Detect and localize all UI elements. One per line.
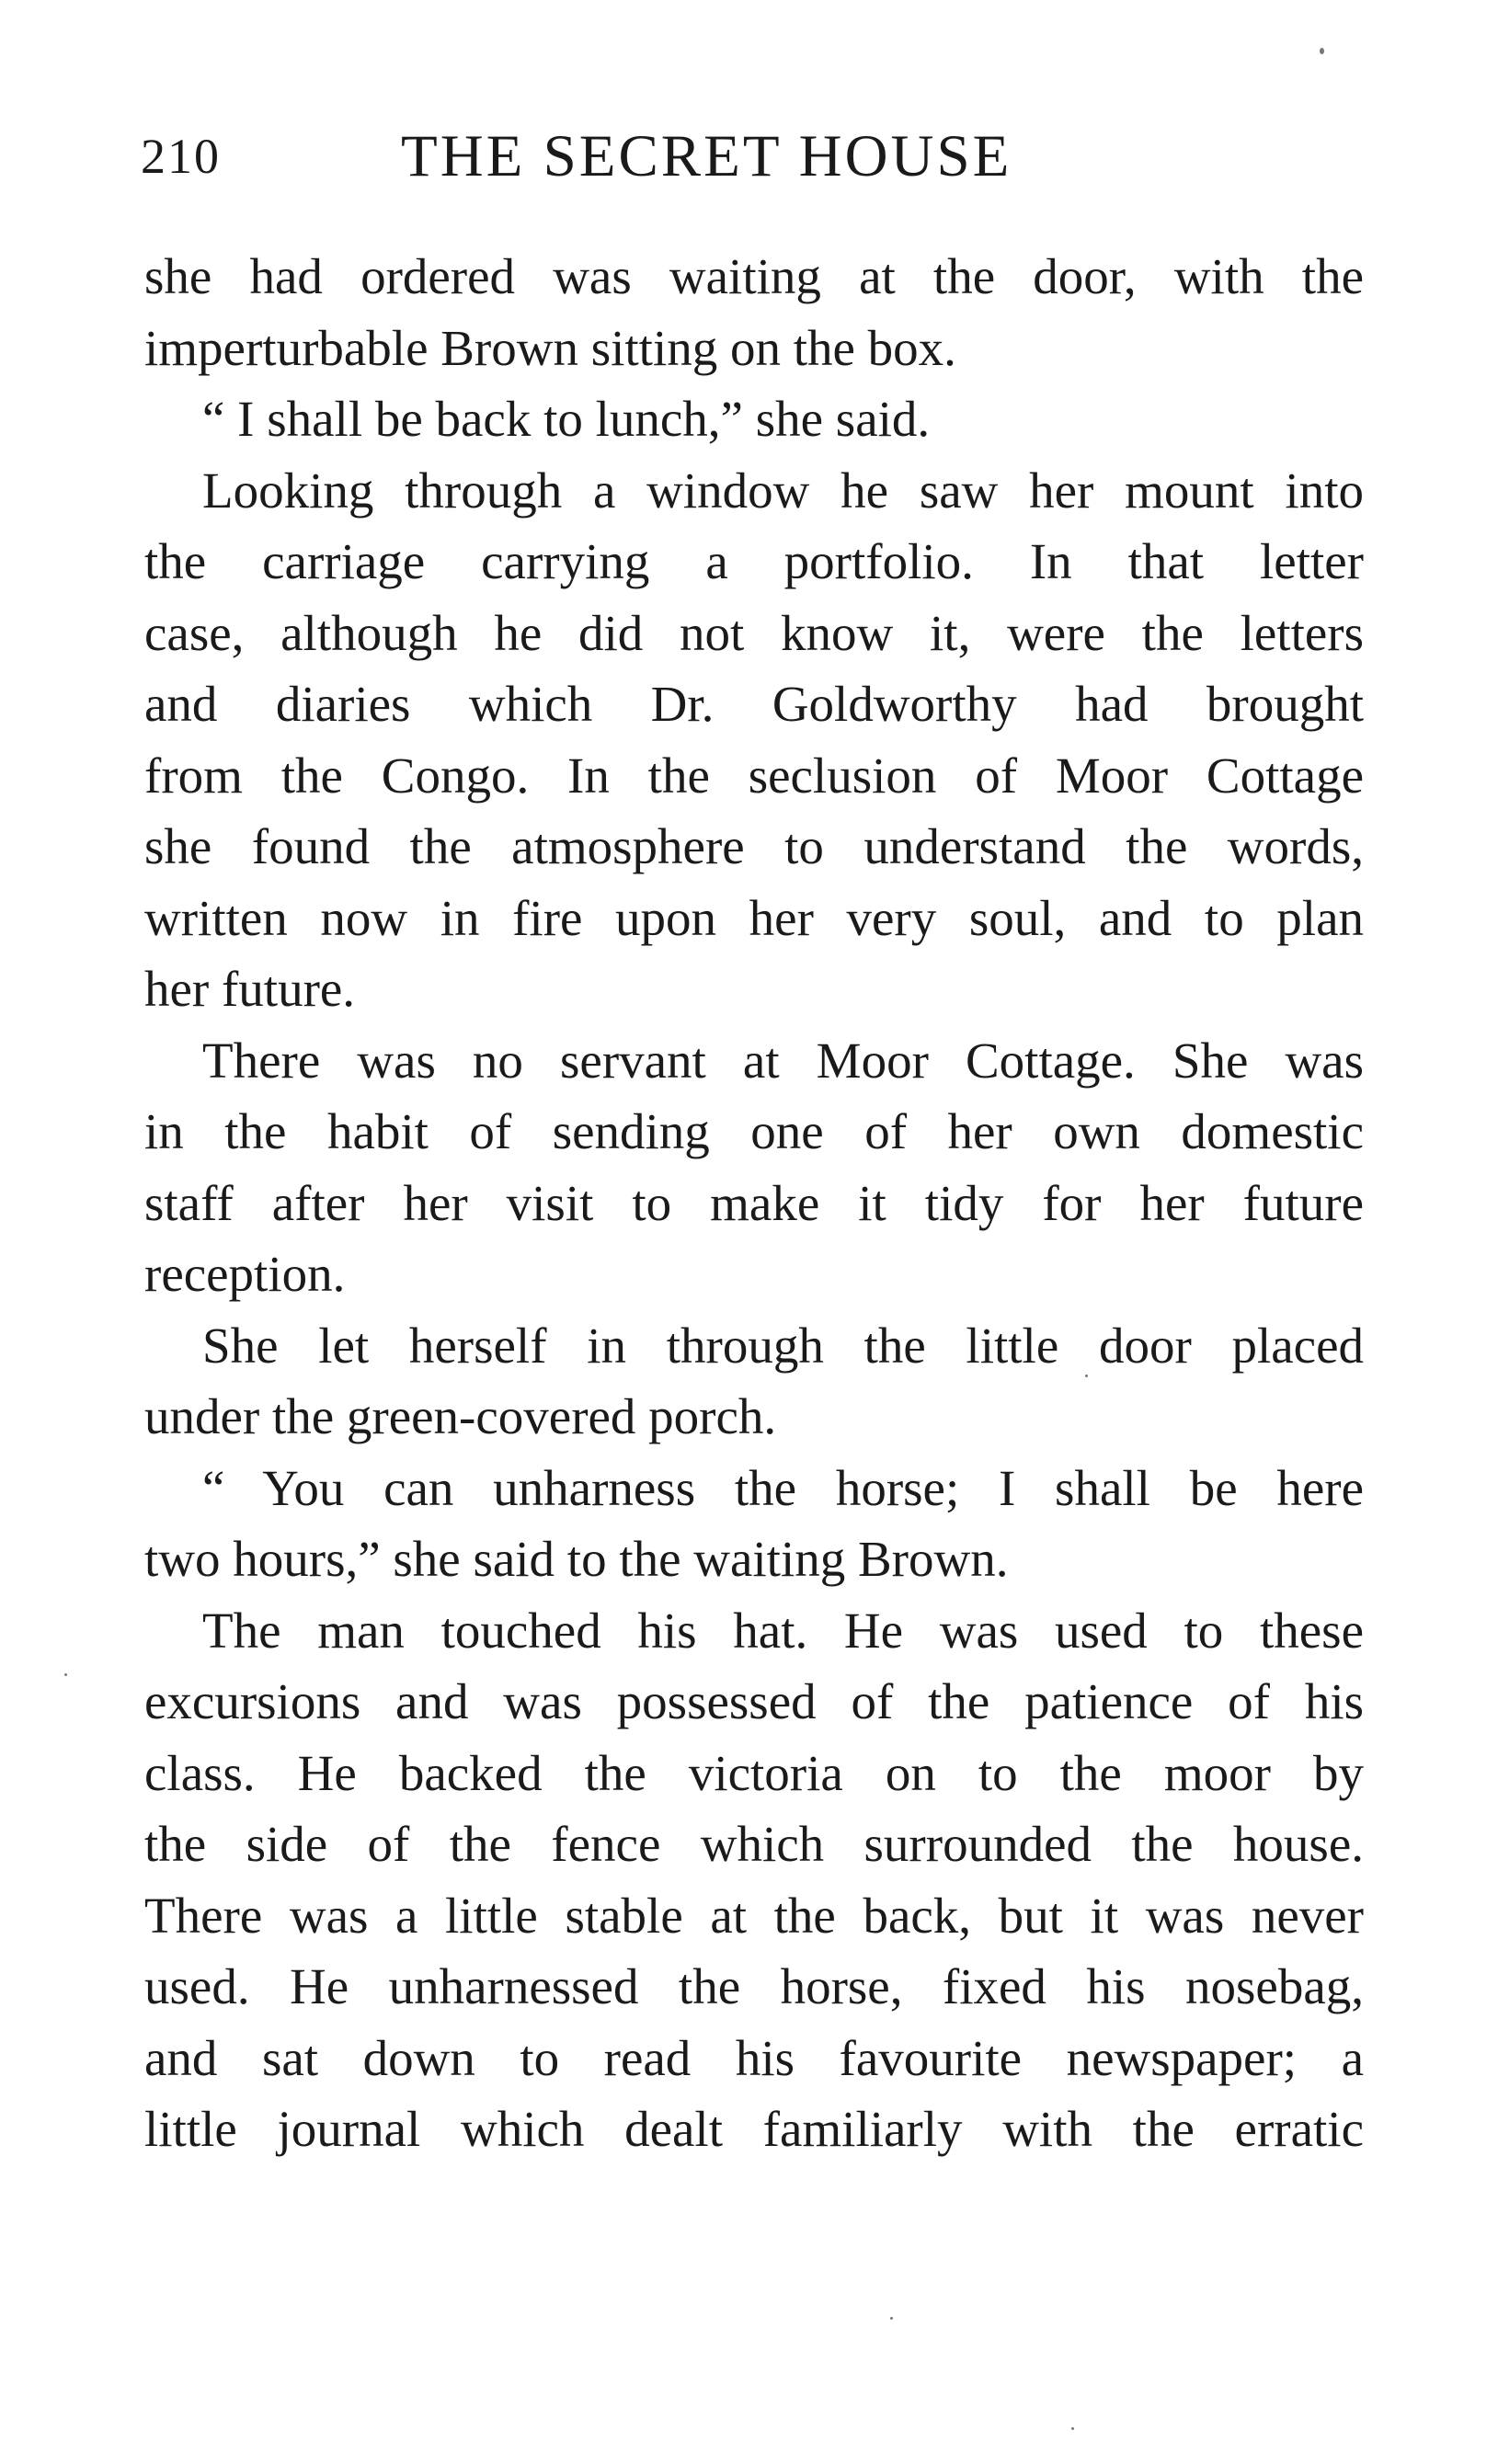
- text-line: used. He unharnessed the horse, fixed his nosebag,: [144, 1958, 1364, 2014]
- text-line: under the green-covered porch.: [144, 1388, 777, 1444]
- text-line: written now in fire upon her very soul, and to plan: [144, 889, 1364, 946]
- body-text: [144, 241, 1364, 2165]
- text-line: excursions and was possessed of the patience of his: [144, 1673, 1364, 1729]
- text-line: she found the atmosphere to understand the words,: [144, 818, 1364, 874]
- text-line: There was no servant at Moor Cottage. She was: [202, 1032, 1364, 1089]
- text-line: reception.: [144, 1246, 346, 1302]
- text-line: she had ordered was waiting at the door, with the: [144, 248, 1364, 304]
- text-line: imperturbable Brown sitting on the box.: [144, 319, 956, 376]
- text-line: class. He backed the victoria on to the moor by: [144, 1744, 1364, 1801]
- page-header: [141, 115, 1364, 198]
- text-line: “ I shall be back to lunch,” she said.: [202, 391, 931, 447]
- text-line: case, although he did not know it, were the letters: [144, 604, 1364, 661]
- running-title: THE SECRET HOUSE: [401, 123, 1012, 189]
- text-line: The man touched his hat. He was used to these: [202, 1602, 1364, 1659]
- text-line: There was a little stable at the back, but it was never: [144, 1887, 1364, 1944]
- text-line: two hours,” she said to the waiting Brown.: [144, 1531, 1009, 1587]
- text-line: from the Congo. In the seclusion of Moor Cottage: [144, 747, 1364, 804]
- text-line: and diaries which Dr. Goldworthy had brought: [144, 676, 1364, 732]
- text-line: and sat down to read his favourite newspaper; a: [144, 2029, 1364, 2086]
- print-speck: [1085, 1375, 1088, 1377]
- text-line: her future.: [144, 961, 356, 1017]
- page-number: 210: [141, 129, 221, 184]
- text-line: “ You can unharness the horse; I shall be here: [202, 1459, 1364, 1516]
- text-line: staff after her visit to make it tidy for her future: [144, 1174, 1364, 1231]
- text-line: in the habit of sending one of her own domestic: [144, 1103, 1364, 1159]
- print-speck: [1071, 2427, 1074, 2430]
- text-line: the carriage carrying a portfolio. In that letter: [144, 533, 1364, 589]
- print-speck: [1320, 48, 1324, 54]
- print-speck: [890, 2317, 893, 2320]
- print-speck: [64, 1673, 67, 1676]
- text-line: She let herself in through the little door placed: [202, 1317, 1364, 1374]
- text-line: little journal which dealt familiarly with the erratic: [144, 2101, 1364, 2157]
- text-line: the side of the fence which surrounded the house.: [144, 1816, 1364, 1872]
- text-line: Looking through a window he saw her mount into: [202, 462, 1364, 519]
